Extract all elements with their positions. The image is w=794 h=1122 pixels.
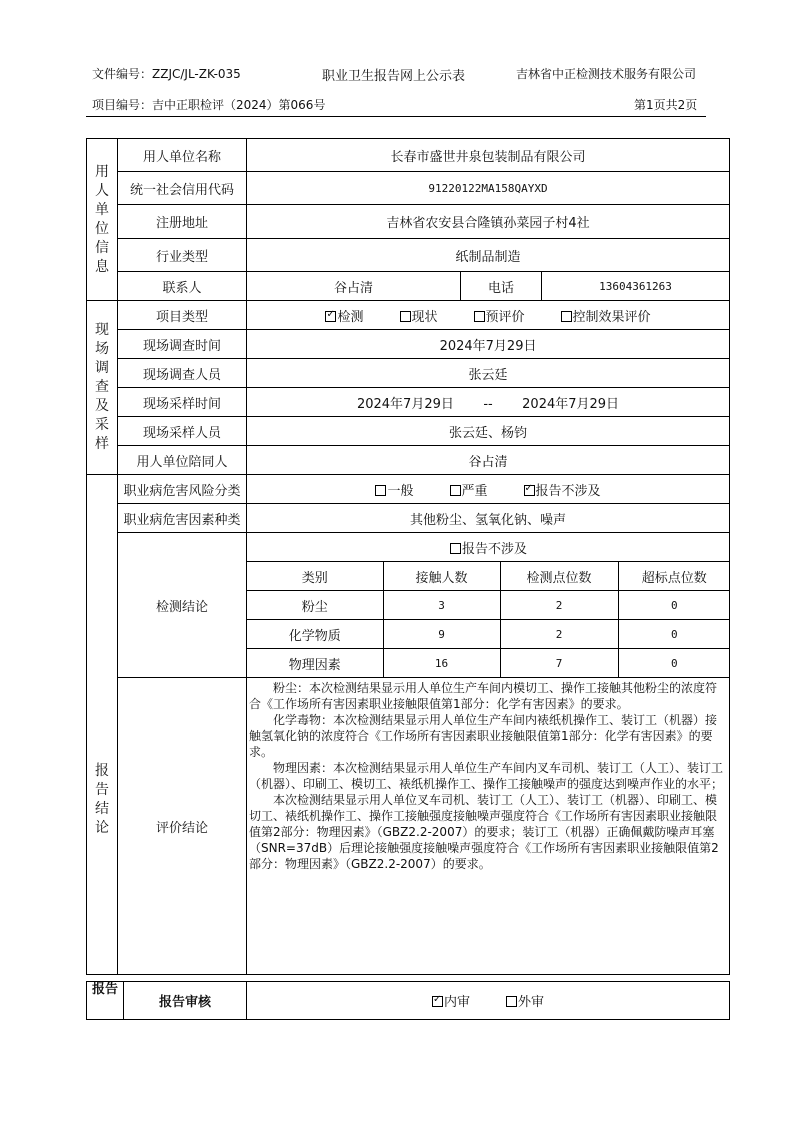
escort-value: 谷占清 (247, 446, 730, 475)
detect-cell: 3 (383, 591, 500, 620)
site-survey-side-char: 及 (95, 398, 109, 414)
table-row (247, 620, 730, 649)
risk-class-option-label: 报告不涉及 (535, 483, 601, 499)
sampling-start: 2024年7月29日 (356, 396, 454, 412)
contact-value: 谷占清 (247, 272, 461, 301)
survey-time-label: 现场调查时间 (118, 330, 247, 359)
page-info: 第1页共2页 (634, 98, 698, 112)
detect-not-applicable (247, 533, 730, 562)
review-option-label: 外审 (518, 995, 545, 1010)
industry-label: 行业类型 (118, 239, 247, 272)
risk-class-option (375, 480, 413, 499)
address-label: 注册地址 (118, 205, 247, 239)
detect-cell: 化学物质 (247, 620, 383, 649)
project-type-option (474, 306, 525, 325)
checkbox-icon (474, 311, 485, 322)
checked-box-icon (524, 485, 535, 496)
factor-type-value: 其他粉尘、氢氧化钠、噪声 (247, 504, 730, 533)
review-options (247, 982, 730, 1020)
unit-info-side-char: 用 (95, 163, 109, 180)
detect-header-cell: 类别 (247, 562, 383, 591)
review-side-label: 报告 (87, 982, 124, 1020)
phone-label: 电话 (461, 272, 542, 301)
project-type-option (561, 306, 651, 325)
risk-class-options (247, 475, 730, 504)
report-conclusion-side-char: 报 (95, 762, 109, 779)
risk-class-option (450, 480, 488, 499)
site-survey-side-label (87, 301, 118, 475)
site-survey-side-char: 现 (95, 322, 109, 338)
sampling-end: 2024年7月29日 (522, 396, 620, 412)
review-label: 报告审核 (124, 982, 247, 1020)
detect-cell: 9 (383, 620, 500, 649)
detection-conclusion-label: 检测结论 (118, 533, 247, 678)
sampling-staff-value: 张云廷、杨钧 (247, 417, 730, 446)
checkbox-icon (450, 485, 461, 496)
evaluation-conclusion-label: 评价结论 (118, 678, 247, 975)
credit-code-label: 统一社会信用代码 (118, 172, 247, 205)
unit-name-value: 长春市盛世井泉包装制品有限公司 (247, 139, 730, 172)
evaluation-paragraph: 物理因素：本次检测结果显示用人单位生产车间内叉车司机、装订工（人工）、装订工（机器）、印刷工、模切工、裱纸机操作工、操作工接触噪声的强度达到噪声作业的水平； (249, 761, 724, 791)
detect-cell: 2 (500, 591, 618, 620)
detect-cell: 粉尘 (247, 591, 383, 620)
project-number: 项目编号：吉中正职检评（2024）第066号 (92, 98, 326, 112)
unit-info-side-char: 位 (95, 220, 109, 237)
review-option (506, 991, 544, 1010)
detection-conclusion-cell (247, 533, 730, 678)
header-rule (86, 116, 706, 117)
detect-not-applicable-label: 报告不涉及 (462, 541, 528, 557)
unit-info-side-char: 息 (95, 258, 109, 275)
review-option (432, 991, 470, 1010)
project-type-option-label: 控制效果评价 (572, 309, 651, 325)
factor-type-label: 职业病危害因素种类 (118, 504, 247, 533)
unit-name-label: 用人单位名称 (118, 139, 247, 172)
site-survey-side-char: 样 (95, 436, 109, 452)
contact-label: 联系人 (118, 272, 247, 301)
site-survey-side-char: 场 (95, 341, 109, 357)
company-name: 吉林省中正检测技术服务有限公司 (516, 67, 697, 81)
unit-info-side-char: 人 (95, 182, 109, 199)
checked-box-icon (432, 996, 443, 1007)
sampling-time-value (247, 388, 730, 417)
project-type-option-label: 检测 (337, 309, 364, 325)
detect-header-cell: 超标点位数 (618, 562, 730, 591)
checked-box-icon (325, 311, 336, 322)
file-number: 文件编号：ZZJC/JL-ZK-035 (92, 67, 241, 81)
credit-code-value: 91220122MA158QAYXD (247, 172, 730, 205)
checkbox-icon (561, 311, 572, 322)
document-title: 职业卫生报告网上公示表 (322, 69, 466, 84)
report-conclusion-side-label (87, 475, 118, 975)
checkbox-icon (506, 996, 517, 1007)
report-conclusion-side-char: 告 (95, 781, 109, 798)
unit-info-side-char: 单 (95, 201, 109, 218)
project-type-option-label: 现状 (411, 309, 438, 325)
checkbox-icon (400, 311, 411, 322)
survey-staff-label: 现场调查人员 (118, 359, 247, 388)
detect-header-cell: 检测点位数 (500, 562, 618, 591)
detect-cell: 物理因素 (247, 649, 383, 678)
sampling-staff-label: 现场采样人员 (118, 417, 247, 446)
project-type-options (247, 301, 730, 330)
detect-header-cell: 接触人数 (383, 562, 500, 591)
phone-value: 13604361263 (542, 272, 730, 301)
detection-table (247, 533, 730, 677)
risk-class-option-label: 一般 (387, 483, 414, 499)
review-table (86, 981, 730, 1020)
detect-cell: 2 (500, 620, 618, 649)
detect-cell: 0 (618, 591, 730, 620)
site-survey-side-char: 调 (95, 360, 109, 376)
report-conclusion-side-char: 结 (95, 800, 109, 817)
survey-staff-value: 张云廷 (247, 359, 730, 388)
detect-cell: 0 (618, 649, 730, 678)
sampling-separator: -- (483, 396, 493, 412)
evaluation-paragraph: 化学毒物：本次检测结果显示用人单位生产车间内裱纸机操作工、装订工（机器）接触氢氧化钠的浓度符合《工作场所有害因素职业接触限值第1部分：化学有害因素》的要求。 (249, 713, 718, 759)
table-row (247, 649, 730, 678)
industry-value: 纸制品制造 (247, 239, 730, 272)
evaluation-paragraph: 粉尘：本次检测结果显示用人单位生产车间内模切工、操作工接触其他粉尘的浓度符合《工作场所有害因素职业接触限值第1部分：化学有害因素》的要求。 (249, 681, 718, 711)
unit-info-side-char: 信 (95, 239, 109, 256)
unit-info-side-label (87, 139, 118, 301)
disclosure-table (86, 138, 730, 975)
review-option-label: 内审 (443, 995, 470, 1010)
detect-cell: 0 (618, 620, 730, 649)
project-type-option-label: 预评价 (485, 309, 525, 325)
project-type-option (400, 306, 438, 325)
sampling-time-label: 现场采样时间 (118, 388, 247, 417)
checkbox-icon (450, 543, 461, 554)
evaluation-paragraph: 本次检测结果显示用人单位叉车司机、装订工（人工）、装订工（机器）、印刷工、模切工、裱纸机操作工、操作工接触强度接触噪声强度符合《工作场所有害因素职业接触限值第2部分：物理因素》（GBZ2.2-2007）的要求；装订工（机器）正确佩戴防噪声耳塞（SNR=37dB）后理论接触强度接触噪声强度符合《工作场所有害因素职业接触限值第2部分：物理因素》（GBZ2.2-2007）的要求。 (249, 793, 719, 871)
project-type-option (325, 306, 363, 325)
evaluation-conclusion-text (247, 678, 730, 975)
checkbox-icon (375, 485, 386, 496)
detect-cell: 7 (500, 649, 618, 678)
site-survey-side-char: 查 (95, 379, 109, 395)
survey-time-value: 2024年7月29日 (247, 330, 730, 359)
risk-class-option (524, 480, 601, 499)
site-survey-side-char: 采 (95, 417, 109, 433)
risk-class-label: 职业病危害风险分类 (118, 475, 247, 504)
report-conclusion-side-char: 论 (95, 819, 109, 836)
address-value: 吉林省农安县合隆镇孙菜园子村4社 (247, 205, 730, 239)
escort-label: 用人单位陪同人 (118, 446, 247, 475)
risk-class-option-label: 严重 (461, 483, 488, 499)
detect-cell: 16 (383, 649, 500, 678)
table-row (247, 591, 730, 620)
project-type-label: 项目类型 (118, 301, 247, 330)
